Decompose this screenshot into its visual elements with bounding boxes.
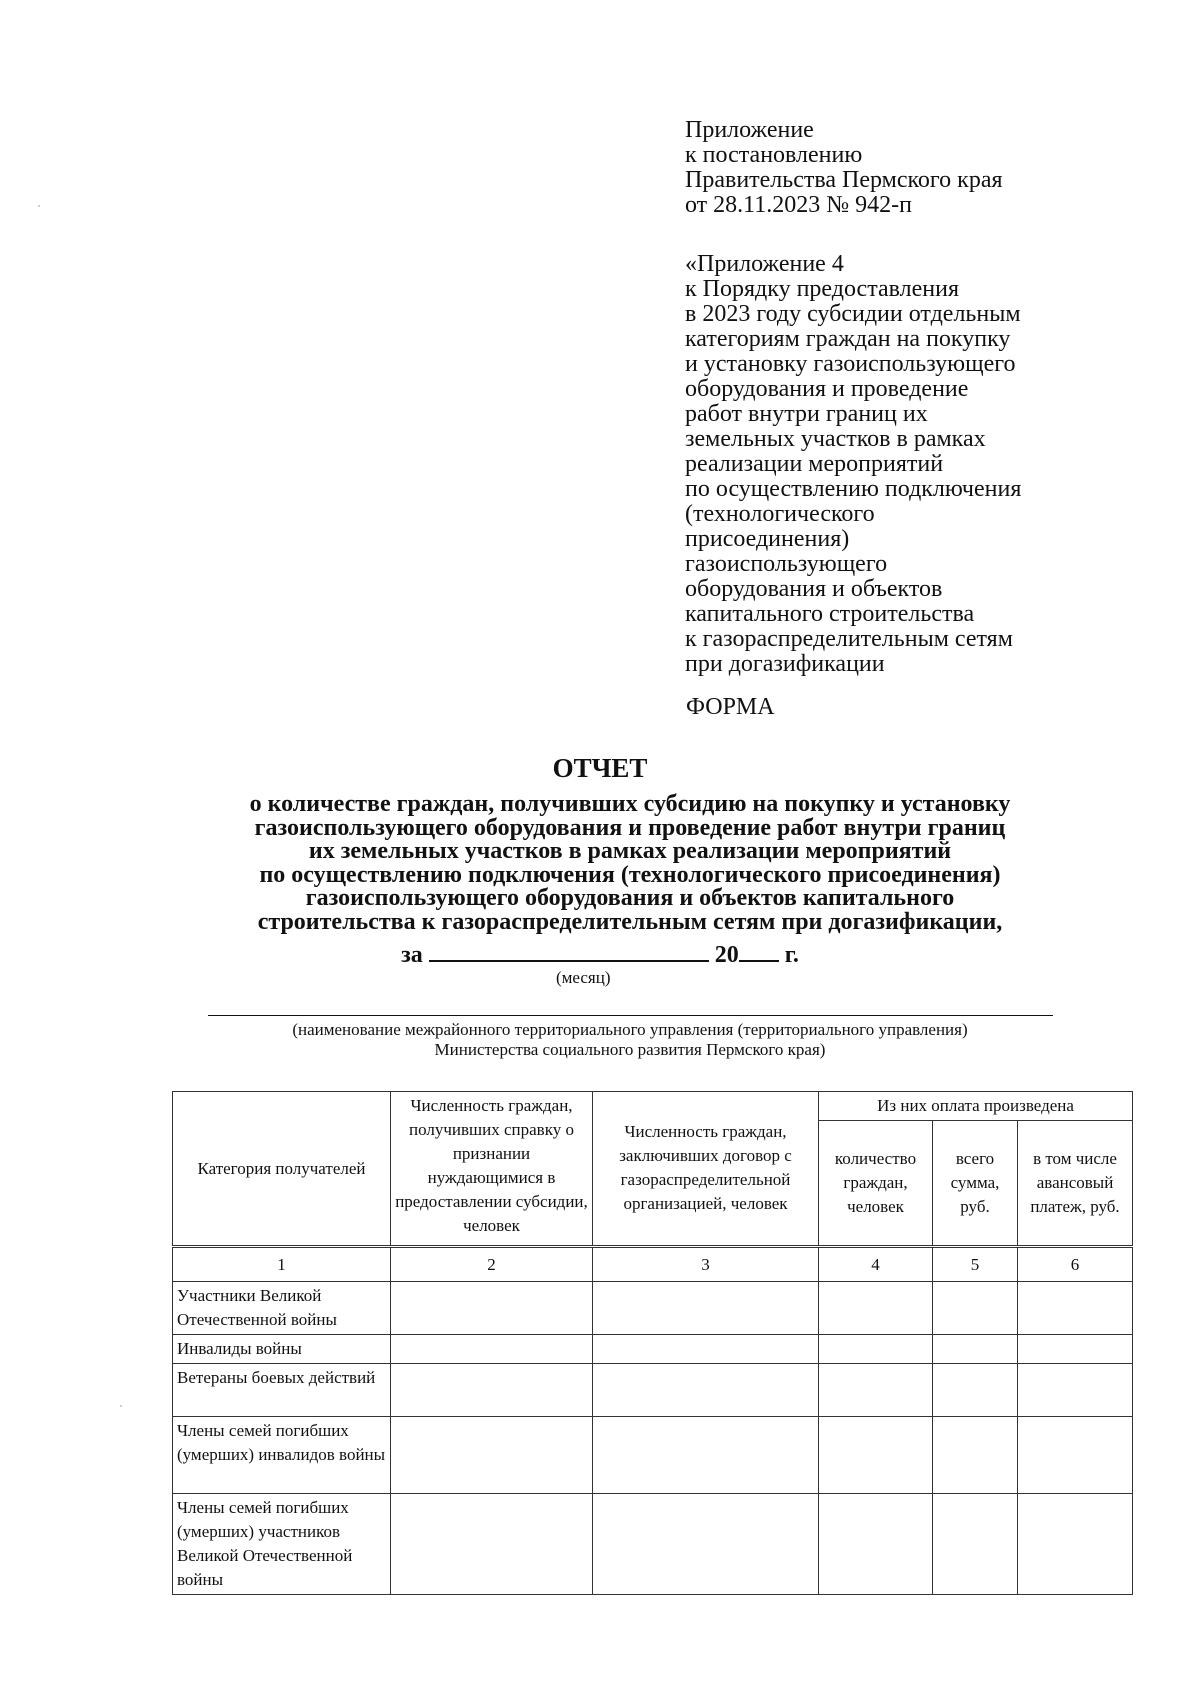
data-cell[interactable] xyxy=(819,1282,933,1335)
order-line: оборудования и проведение xyxy=(685,376,969,402)
form-label: ФОРМА xyxy=(686,694,775,720)
data-cell[interactable] xyxy=(1018,1417,1133,1494)
header-paid-group: Из них оплата произведена xyxy=(819,1092,1133,1121)
data-cell[interactable] xyxy=(593,1364,819,1417)
header-contract: Численность граждан, заключивших договор с газораспределительной организацией, человек xyxy=(593,1092,819,1247)
scan-speck xyxy=(38,205,40,207)
report-title: ОТЧЕТ xyxy=(552,753,648,783)
order-line: земельных участков в рамках xyxy=(685,426,986,452)
subtitle-line: их земельных участков в рамках реализации мероприятий xyxy=(308,838,952,864)
appendix-block xyxy=(685,118,1105,677)
subtitle-line: строительства к газораспределительным сетям при догазификации, xyxy=(257,908,1003,935)
row-category: Ветераны боевых действий xyxy=(173,1364,391,1417)
column-number: 3 xyxy=(593,1247,819,1282)
table-row xyxy=(173,1282,1133,1335)
header-paid-total: всего сумма, руб. xyxy=(933,1121,1018,1247)
data-cell[interactable] xyxy=(933,1335,1018,1364)
order-line: работ внутри границ их xyxy=(685,401,928,427)
scan-speck xyxy=(120,1405,122,1407)
row-category: Члены семей погибших (умерших) участников Великой Отечественной войны xyxy=(173,1494,391,1595)
data-cell[interactable] xyxy=(593,1494,819,1595)
data-cell[interactable] xyxy=(1018,1335,1133,1364)
order-line: «Приложение 4 xyxy=(685,251,844,277)
report-period xyxy=(0,940,1200,969)
appendix-line: Правительства Пермского края xyxy=(685,167,1003,193)
data-cell[interactable] xyxy=(391,1364,593,1417)
data-cell[interactable] xyxy=(1018,1364,1133,1417)
month-caption: (месяц) xyxy=(556,968,611,987)
column-number: 5 xyxy=(933,1247,1018,1282)
order-line: к газораспределительным сетям xyxy=(685,626,1013,652)
header-paid-advance: в том числе авансовый платеж, руб. xyxy=(1018,1121,1133,1247)
data-cell[interactable] xyxy=(391,1335,593,1364)
column-number: 1 xyxy=(173,1247,391,1282)
row-category: Участники Великой Отечественной войны xyxy=(173,1282,391,1335)
subtitle-line: газоиспользующего оборудования и объектов капитального xyxy=(305,885,955,911)
order-line: капитального строительства xyxy=(685,601,975,627)
order-line: в 2023 году субсидии отдельным xyxy=(685,301,1021,327)
period-suffix: г. xyxy=(784,942,799,968)
column-number: 6 xyxy=(1018,1247,1133,1282)
data-cell[interactable] xyxy=(1018,1494,1133,1595)
report-table xyxy=(172,1091,1133,1595)
row-category: Члены семей погибших (умерших) инвалидов войны xyxy=(173,1417,391,1494)
period-year-prefix: 20 xyxy=(714,942,739,968)
org-caption-line: (наименование межрайонного территориального управления (территориального управления) xyxy=(292,1020,968,1039)
order-line: к Порядку предоставления xyxy=(685,276,960,302)
appendix-line: от 28.11.2023 № 942-п xyxy=(685,192,913,218)
table-row xyxy=(173,1417,1133,1494)
data-cell[interactable] xyxy=(819,1417,933,1494)
row-category: Инвалиды войны xyxy=(173,1335,391,1364)
header-paid-count: количество граждан, человек xyxy=(819,1121,933,1247)
period-prefix: за xyxy=(401,942,423,968)
subtitle-line: по осуществлению подключения (технологического присоединения) xyxy=(259,861,1001,888)
data-cell[interactable] xyxy=(391,1494,593,1595)
year-blank[interactable] xyxy=(739,940,779,962)
subtitle-line: газоиспользующего оборудования и проведение работ внутри границ xyxy=(254,814,1006,841)
organization-caption xyxy=(180,1020,1080,1060)
data-cell[interactable] xyxy=(593,1417,819,1494)
header-category: Категория получателей xyxy=(173,1092,391,1247)
data-cell[interactable] xyxy=(819,1335,933,1364)
column-number: 4 xyxy=(819,1247,933,1282)
data-cell[interactable] xyxy=(391,1417,593,1494)
data-cell[interactable] xyxy=(1018,1282,1133,1335)
table-row xyxy=(173,1335,1133,1364)
data-cell[interactable] xyxy=(933,1282,1018,1335)
table-row xyxy=(173,1364,1133,1417)
order-line: по осуществлению подключения xyxy=(685,476,1022,502)
data-cell[interactable] xyxy=(819,1364,933,1417)
data-cell[interactable] xyxy=(933,1417,1018,1494)
appendix-line: Приложение xyxy=(685,117,814,143)
month-blank[interactable] xyxy=(429,940,709,962)
order-line: (технологического xyxy=(685,501,875,527)
header-certificate: Численность граждан, получивших справку о признании нуждающимися в предоставлении субсидии, человек xyxy=(391,1092,593,1247)
report-subtitle xyxy=(170,793,1090,934)
subtitle-line: о количестве граждан, получивших субсидию на покупку и установку xyxy=(249,791,1011,817)
data-cell[interactable] xyxy=(819,1494,933,1595)
data-cell[interactable] xyxy=(933,1364,1018,1417)
order-line: оборудования и объектов xyxy=(685,576,943,602)
column-number: 2 xyxy=(391,1247,593,1282)
order-line: и установку газоиспользующего xyxy=(685,351,1016,377)
table-row xyxy=(173,1494,1133,1595)
data-cell[interactable] xyxy=(593,1282,819,1335)
org-caption-line: Министерства социального развития Пермского края) xyxy=(434,1040,826,1059)
order-line: газоиспользующего xyxy=(685,551,888,577)
order-line: присоединения) xyxy=(685,526,850,552)
order-line: при догазификации xyxy=(685,651,885,677)
appendix-line: к постановлению xyxy=(685,142,863,168)
data-cell[interactable] xyxy=(391,1282,593,1335)
data-cell[interactable] xyxy=(593,1335,819,1364)
order-line: реализации мероприятий xyxy=(685,451,944,477)
organization-blank[interactable] xyxy=(208,1015,1053,1016)
data-cell[interactable] xyxy=(933,1494,1018,1595)
order-line: категориям граждан на покупку xyxy=(685,326,1011,352)
